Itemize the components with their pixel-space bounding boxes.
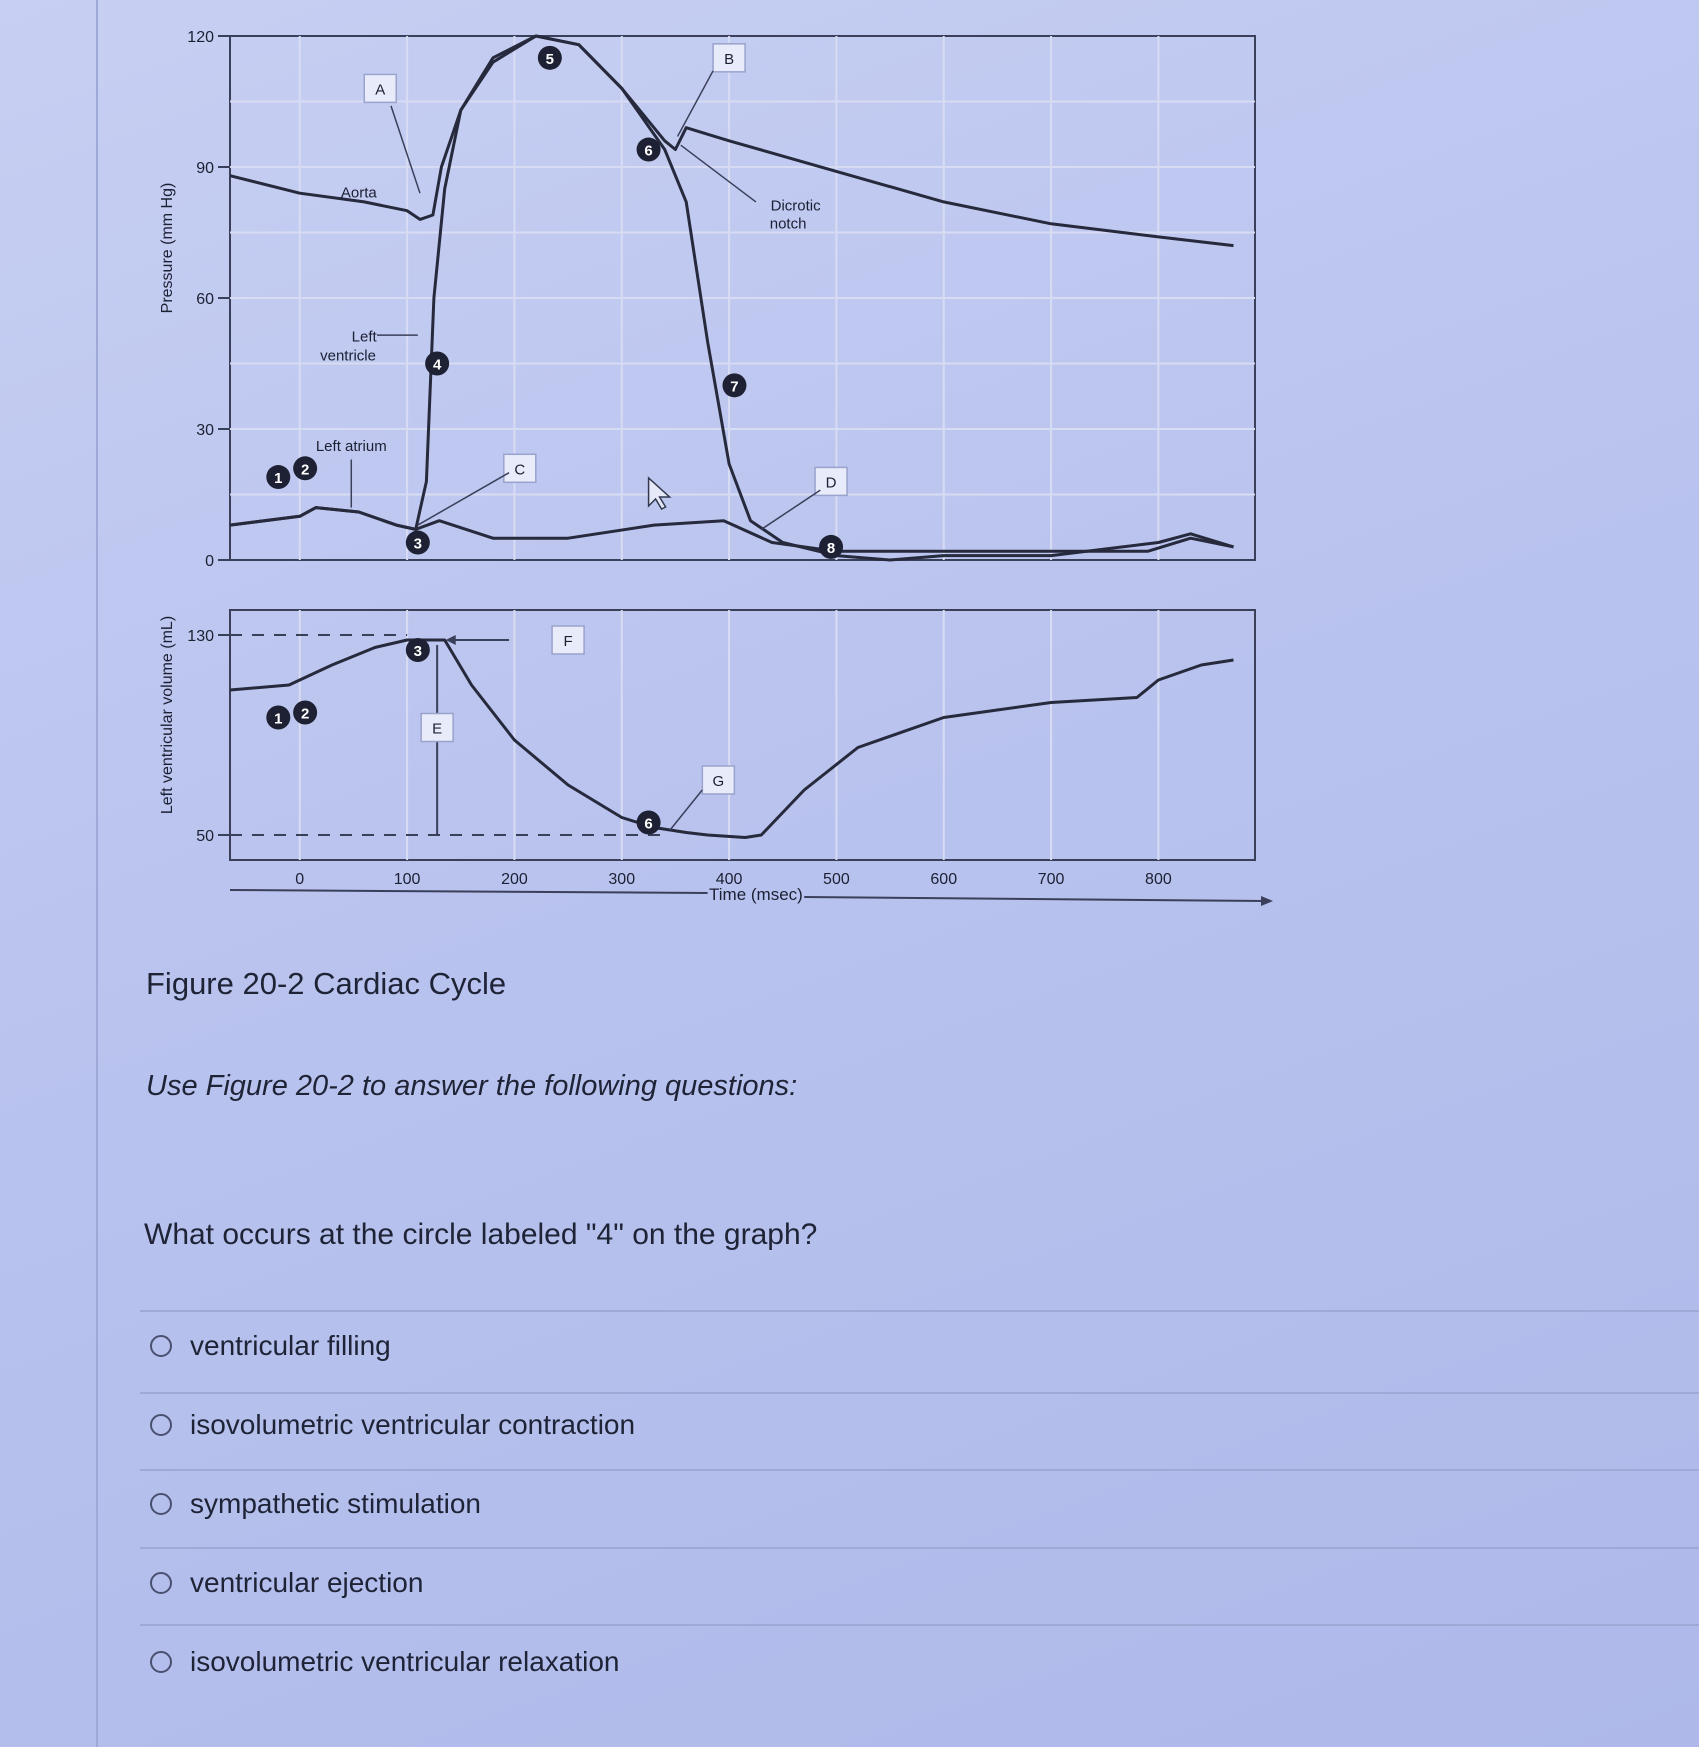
radio-button[interactable] <box>150 1414 172 1436</box>
letter-label: B <box>724 50 735 68</box>
volume-panel-frame <box>230 610 1255 860</box>
x-axis-label: Time (msec) <box>709 885 803 904</box>
left-atrium-pressure-line <box>230 508 1234 552</box>
mouse-cursor-icon <box>649 478 670 509</box>
divider <box>140 1547 1699 1549</box>
x-tick-label: 100 <box>393 871 421 888</box>
question-text: What occurs at the circle labeled "4" on the graph? <box>144 1218 818 1251</box>
leader-line <box>418 473 509 525</box>
option-label: sympathetic stimulation <box>190 1488 482 1519</box>
radio-button[interactable] <box>150 1335 172 1357</box>
option-label: isovolumetric ventricular relaxation <box>190 1646 620 1677</box>
volume-tick-label: 50 <box>196 828 214 845</box>
letter-label: A <box>375 81 386 99</box>
pressure-tick-label: 0 <box>205 553 214 570</box>
x-tick-label: 500 <box>823 871 850 888</box>
numbered-marker-label: 3 <box>413 535 422 553</box>
x-tick-label: 0 <box>295 871 305 888</box>
time-axis-line <box>230 890 708 893</box>
letter-label: D <box>825 474 837 492</box>
divider <box>140 1310 1699 1312</box>
figure-caption: Figure 20-2 Cardiac Cycle <box>146 966 507 1001</box>
numbered-marker-label: 6 <box>644 815 653 833</box>
numbered-marker-label: 8 <box>826 539 836 557</box>
numbered-marker-label: 2 <box>300 461 310 479</box>
answer-option[interactable] <box>150 1567 423 1599</box>
x-tick-label: 600 <box>930 871 958 888</box>
pressure-tick-label: 90 <box>196 160 214 177</box>
aorta-label: Aorta <box>340 184 377 202</box>
leader-line <box>670 790 702 830</box>
radio-button[interactable] <box>150 1651 172 1673</box>
ventricular-volume-line <box>230 640 1234 838</box>
numbered-marker-label: 4 <box>432 356 442 374</box>
x-tick-label: 200 <box>501 871 528 888</box>
answer-option[interactable] <box>150 1330 391 1362</box>
pressure-tick-label: 120 <box>187 29 214 46</box>
left-ventricle-label: Left ventricle <box>320 328 377 365</box>
letter-label: F <box>563 633 573 650</box>
numbered-marker-label: 7 <box>730 378 739 396</box>
time-axis-line <box>804 897 1265 901</box>
divider <box>140 1392 1699 1394</box>
numbered-marker-label: 2 <box>300 705 310 723</box>
radio-button[interactable] <box>150 1493 172 1515</box>
time-axis-arrowhead <box>1261 896 1273 906</box>
numbered-marker-label: 1 <box>274 470 283 488</box>
numbered-marker-label: 3 <box>413 643 422 660</box>
x-tick-label: 700 <box>1037 871 1065 888</box>
option-label: ventricular filling <box>190 1330 391 1361</box>
pressure-axis-label: Pressure (mm Hg) <box>159 182 176 314</box>
x-tick-label: 800 <box>1145 871 1172 888</box>
leader-line <box>391 106 420 193</box>
pressure-tick-label: 60 <box>196 291 214 308</box>
radio-button[interactable] <box>150 1572 172 1594</box>
divider <box>140 1624 1699 1626</box>
volume-tick-label: 130 <box>187 628 214 645</box>
numbered-marker-label: 1 <box>274 710 283 728</box>
answer-option[interactable] <box>150 1409 635 1441</box>
leader-line <box>681 145 756 202</box>
volume-axis-label: Left ventricular volume (mL) <box>159 615 176 815</box>
leader-line <box>678 71 713 137</box>
instruction-text: Use Figure 20-2 to answer the following questions: <box>146 1070 798 1102</box>
answer-option[interactable] <box>150 1646 620 1678</box>
leader-line <box>761 490 820 529</box>
letter-label: C <box>514 461 526 479</box>
option-label: ventricular ejection <box>190 1567 424 1598</box>
letter-label: G <box>712 773 725 790</box>
option-label: isovolumetric ventricular contraction <box>190 1409 636 1440</box>
letter-label: E <box>432 720 443 738</box>
x-tick-label: 400 <box>715 871 743 888</box>
numbered-marker-label: 6 <box>644 142 653 160</box>
left-atrium-label: Left atrium <box>315 437 387 455</box>
answer-option[interactable] <box>150 1488 481 1520</box>
pressure-tick-label: 30 <box>196 422 214 439</box>
dicrotic-notch-label: Dicrotic notch <box>769 197 821 233</box>
x-tick-label: 300 <box>608 871 636 888</box>
divider <box>140 1469 1699 1471</box>
numbered-marker-label: 5 <box>545 50 555 68</box>
